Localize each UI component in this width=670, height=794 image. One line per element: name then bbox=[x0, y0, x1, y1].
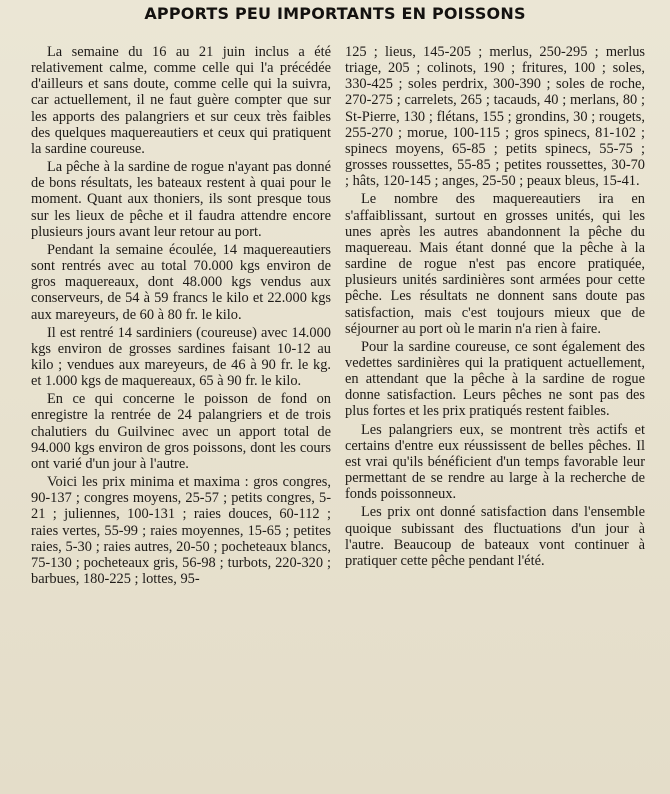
article-headline: APPORTS PEU IMPORTANTS EN POISSONS bbox=[144, 4, 526, 23]
article-paragraph: La semaine du 16 au 21 juin inclus a été relativement calme, comme celle qui l'a précédée d'ailleurs et sans doute, comme celle qui la suivra, car actuellement, il ne faut guère compter que sur les apports des palangriers et sur ceux très faibles des quelques maquereautiers et ceux qui pratiquent la sardine coureuse. bbox=[31, 44, 331, 157]
article-paragraph: La pêche à la sardine de rogue n'ayant pas donné de bons résultats, les bateaux restent à quai pour le moment. Quant aux thoniers, ils sont presque tous sur les lieux de pêche et il faudra attendre encore plusieurs jours avant leur retour au port. bbox=[31, 159, 331, 240]
article-paragraph: Le nombre des maquereautiers ira en s'affaiblissant, surtout en grosses unités, qui les unes après les autres abandonnent la pêche du maquereau. Mais étant donné que la pêche à la sardine de rogue n'est pas encore pratiquée, plusieurs unités sardinières sont armées pour cette pêche. Les résultats ne donnent sans doute pas satisfaction, mais c'est toujours mieux que de séjourner au port où le marin n'a rien à faire. bbox=[345, 191, 645, 337]
article-paragraph: Pendant la semaine écoulée, 14 maquereautiers sont rentrés avec au total 70.000 kgs environ de gros maquereaux, dont 48.000 kgs vendus aux conserveurs, de 54 à 59 francs le kilo et 22.000 kgs aux mareyeurs, de 60 à 80 fr. le kilo. bbox=[31, 241, 331, 323]
fish-price-list-continuation: 125 ; lieus, 145-205 ; merlus, 250-295 ; merlus triage, 205 ; colinots, 190 ; fritures, 100 ; soles, 330-425 ; soles perdrix, 300-390 ; soles de roche, 270-275 ; carrelets, 265 ; tacauds, 40 ; merlans, 80 ; St-Pierre, 130 ; flétans, 155 ; grondins, 30 ; rougets, 255-270 ; morue, 100-115 ; gros spinecs, 81-102 ; spinecs moyens, 65-85 ; petits spinecs, 55-75 ; grosses roussettes, 55-85 ; petites roussettes, 30-70 ; hâts, 120-145 ; anges, 25-50 ; peaux bleus, 15-41. bbox=[345, 44, 645, 190]
article-paragraph: Les palangriers eux, se montrent très actifs et certains d'entre eux réussissent de belles pêches. Il est vrai qu'ils bénéficient d'un temps favorable leur permettant de se rendre au large à la recherche de fonds poissonneux. bbox=[345, 421, 645, 503]
article-paragraph: En ce qui concerne le poisson de fond on enregistre la rentrée de 24 palangriers et de trois chalutiers du Guilvinec avec un apport total de 94.000 kgs environ de gros poissons, dont les cours ont varié d'un jour à l'autre. bbox=[31, 391, 331, 472]
article-right-column bbox=[345, 44, 645, 569]
article-left-column bbox=[31, 44, 331, 587]
fish-price-list: Voici les prix minima et maxima : gros congres, 90-137 ; congres moyens, 25-57 ; petits congres, 5-21 ; juliennes, 100-131 ; raies douces, 60-112 ; raies vertes, 55-99 ; raies moyennes, 15-65 ; petites raies, 5-30 ; raies autres, 20-50 ; pocheteaux blancs, 75-130 ; pocheteaux gris, 56-98 ; turbots, 220-320 ; barbues, 180-225 ; lottes, 95- bbox=[31, 474, 331, 587]
article-paragraph: Les prix ont donné satisfaction dans l'ensemble quoique subissant des fluctuations d'un jour à l'autre. Beaucoup de bateaux vont continuer à pratiquer cette pêche pendant l'été. bbox=[345, 504, 645, 569]
article-paragraph: Il est rentré 14 sardiniers (coureuse) avec 14.000 kgs environ de grosses sardines faisant 10-12 au kilo ; vendues aux mareyeurs, de 46 à 90 fr. le kg. et 1.000 kgs de maquereaux, 65 à 90 fr. le kilo. bbox=[31, 324, 331, 390]
article-paragraph: Pour la sardine coureuse, ce sont également des vedettes sardinières qui la pratiquent actuellement, en attendant que la pêche à la sardine de rogue donne satisfaction. Leurs pêches ne sont pas des plus fortes et les prix pratiqués restent faibles. bbox=[345, 338, 645, 420]
